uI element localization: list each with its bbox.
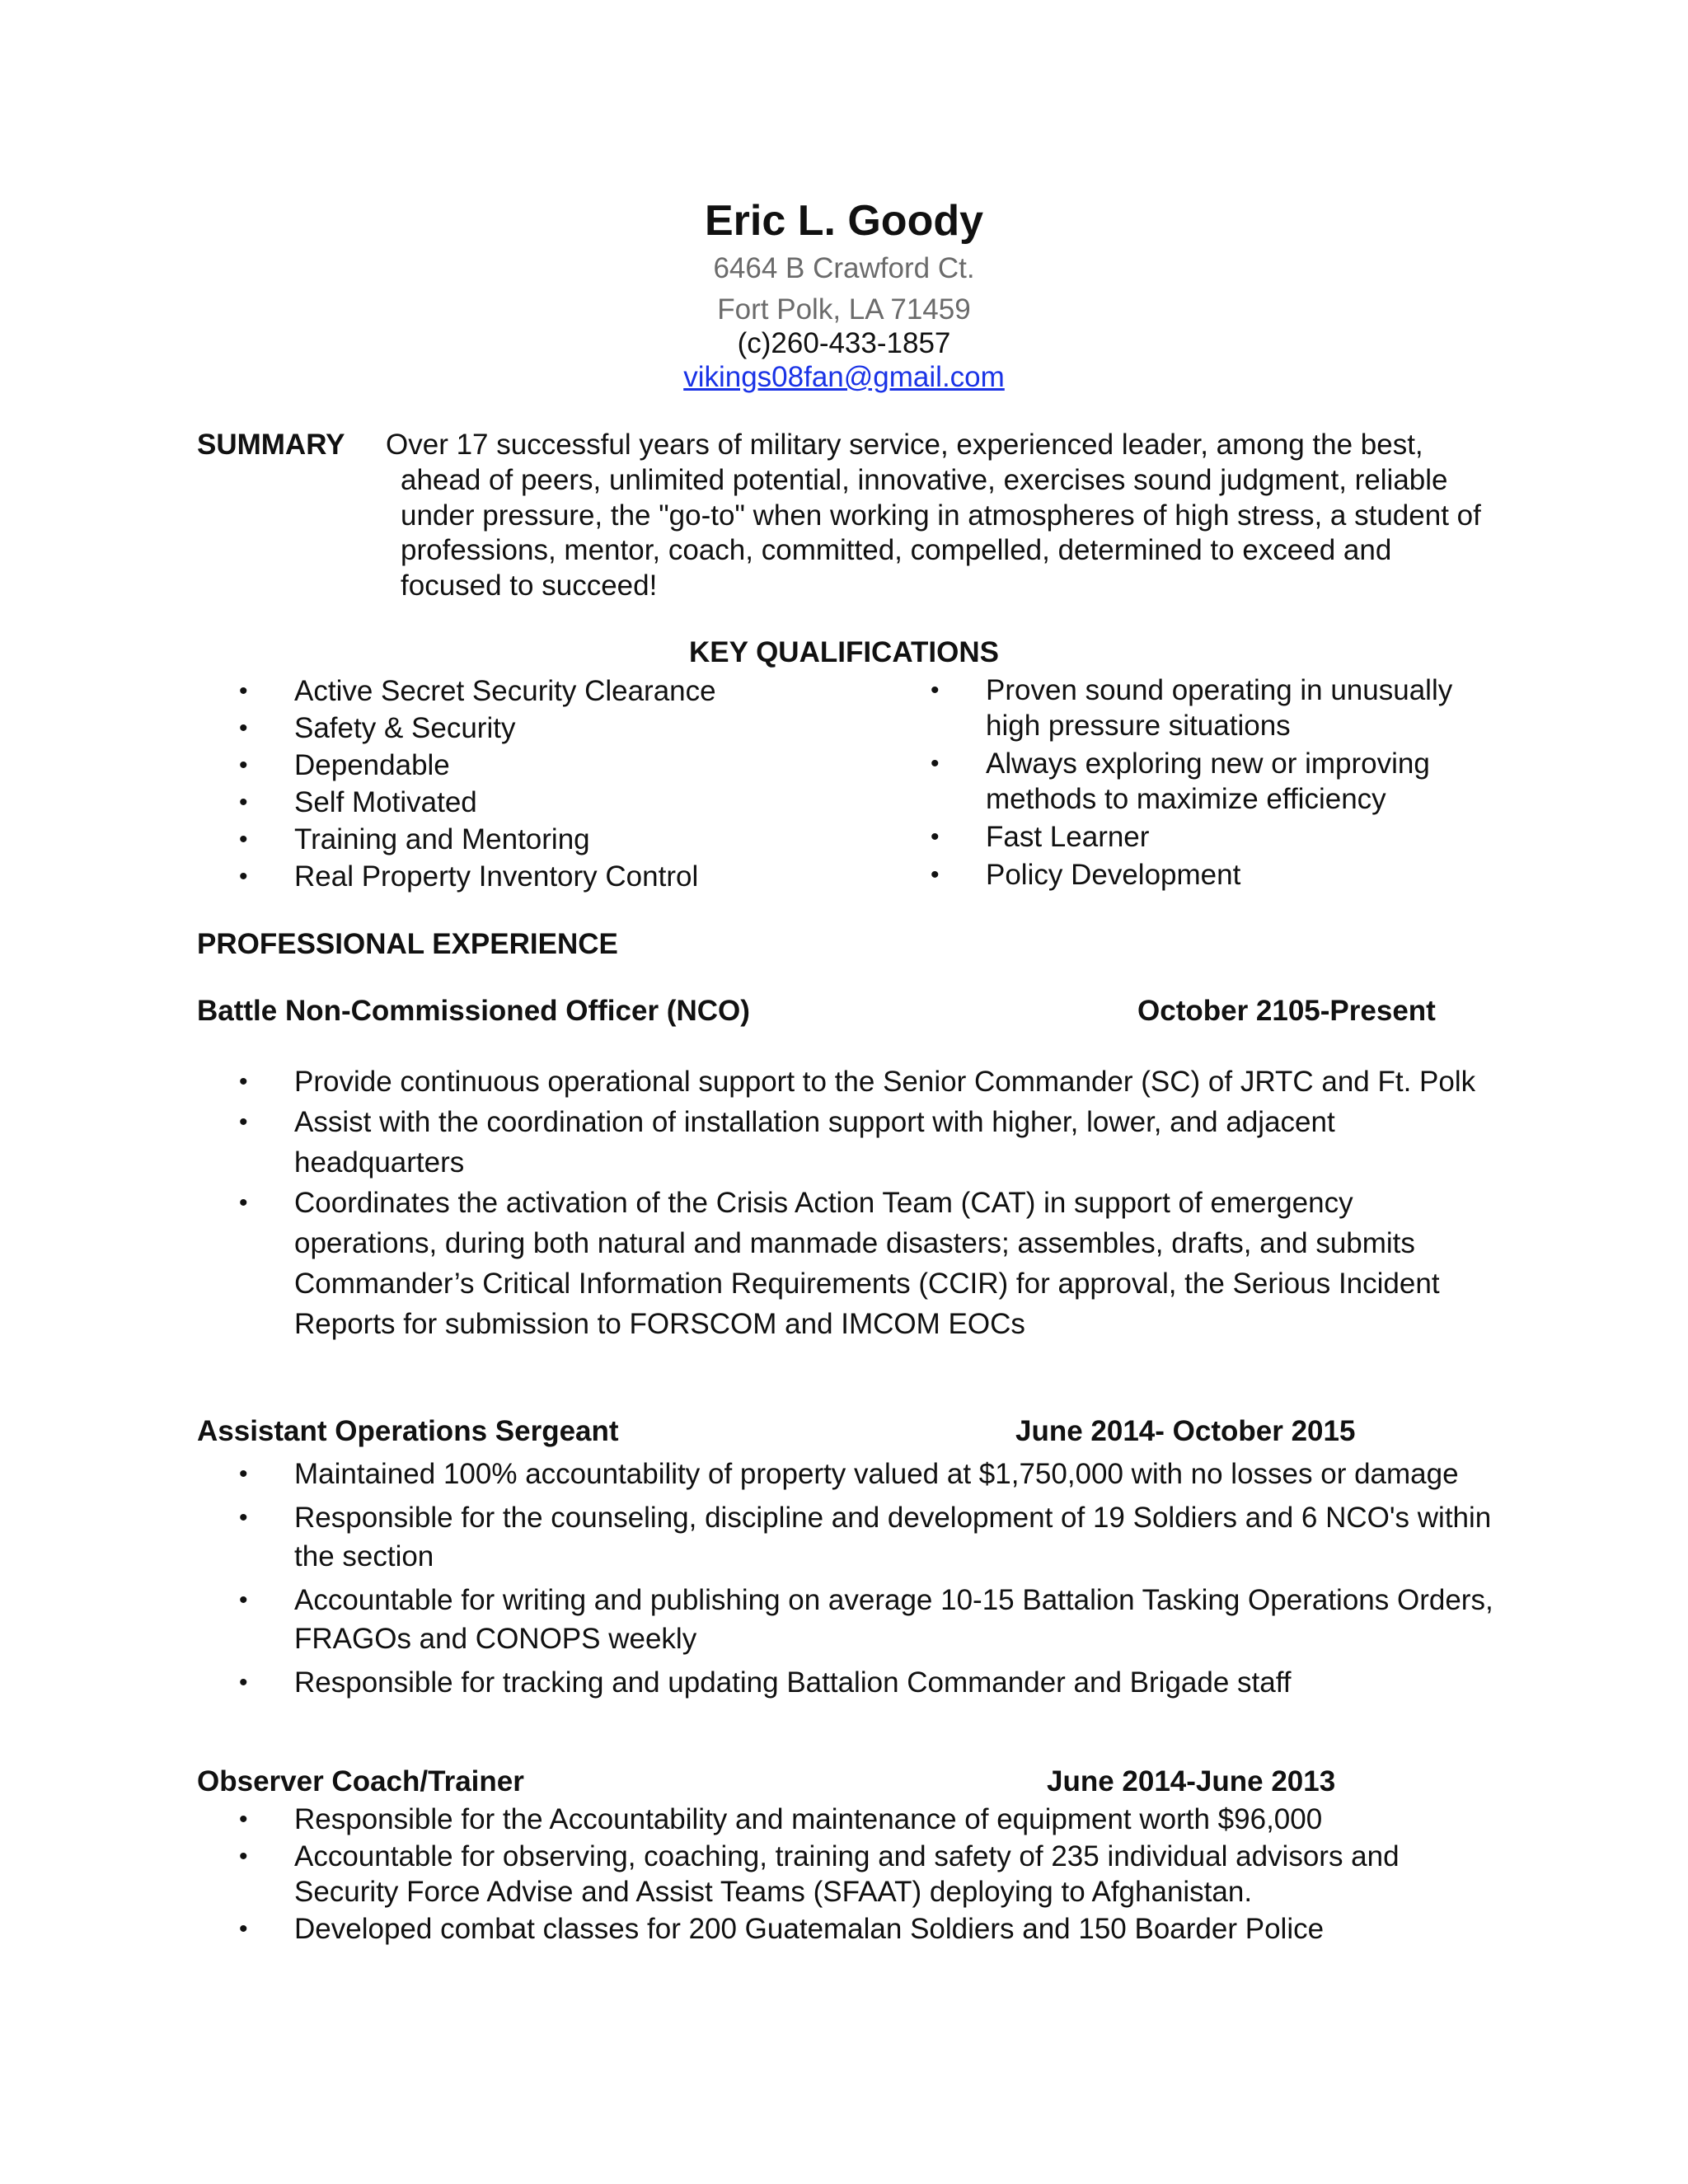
list-item: • Fast Learner bbox=[889, 819, 1515, 855]
list-item: • Always exploring new or improving methods to maximize efficiency bbox=[889, 746, 1515, 817]
address-line-1: 6464 B Crawford Ct. bbox=[713, 252, 975, 284]
candidate-name: Eric L. Goody bbox=[704, 197, 984, 245]
list-item: • Provide continuous operational support to the Senior Commander (SC) of JRTC and Ft. Polk bbox=[197, 1062, 1499, 1102]
list-item: • Responsible for the Accountability and maintenance of equipment worth $96,000 bbox=[197, 1802, 1499, 1837]
email-link[interactable] bbox=[0, 359, 1688, 396]
professional-experience-heading: PROFESSIONAL EXPERIENCE bbox=[197, 928, 618, 960]
address-line-2: Fort Polk, LA 71459 bbox=[717, 293, 971, 326]
email-text[interactable]: vikings08fan@gmail.com bbox=[683, 361, 1005, 393]
job-title: Assistant Operations Sergeant bbox=[197, 1415, 619, 1447]
qualifications-right-list bbox=[889, 673, 1515, 895]
list-item: • Proven sound operating in unusually high pressure situations bbox=[889, 673, 1515, 743]
job-duties-list bbox=[197, 1062, 1499, 1344]
key-qualifications-heading: KEY QUALIFICATIONS bbox=[689, 636, 999, 668]
job-duties-list bbox=[197, 1455, 1499, 1707]
list-item: • Training and Mentoring bbox=[197, 821, 906, 858]
summary-label: SUMMARY bbox=[197, 429, 345, 461]
list-item: • Responsible for the counseling, discipline and development of 19 Soldiers and 6 NCO's within the section bbox=[197, 1498, 1499, 1576]
job-dates: June 2014-June 2013 bbox=[1047, 1765, 1336, 1797]
qualifications-left-list bbox=[197, 673, 906, 895]
list-item: • Coordinates the activation of the Crisis Action Team (CAT) in support of emergency operations, during both natural and manmade disasters; assembles, drafts, and submits Commander’s Critical Information Requirements (CCIR) for approval, the Serious Incident Reports for submission to FORSCOM and IMCOM EOCs bbox=[197, 1183, 1499, 1344]
job-duties-list bbox=[197, 1802, 1499, 1948]
list-item: • Dependable bbox=[197, 747, 906, 784]
job-dates: June 2014- October 2015 bbox=[1015, 1415, 1356, 1447]
summary-text: ahead of peers, unlimited potential, innovative, exercises sound judgment, reliable under pressure, the "go-to" when working in atmospheres of high stress, a student of professions, mentor, coach, committed, compelled, determined to exceed and focused to succeed! bbox=[401, 464, 1481, 602]
list-item: • Maintained 100% accountability of property valued at $1,750,000 with no losses or damage bbox=[197, 1455, 1499, 1493]
list-item: • Accountable for writing and publishing on average 10-15 Battalion Tasking Operations Orders, FRAGOs and CONOPS weekly bbox=[197, 1581, 1499, 1658]
phone-number: (c)260-433-1857 bbox=[737, 327, 951, 359]
job-title: Observer Coach/Trainer bbox=[197, 1765, 524, 1797]
list-item: • Policy Development bbox=[889, 857, 1515, 893]
list-item: • Assist with the coordination of installation support with higher, lower, and adjacent headquarters bbox=[197, 1102, 1499, 1183]
job-dates: October 2105-Present bbox=[1137, 995, 1436, 1027]
list-item: • Accountable for observing, coaching, training and safety of 235 individual advisors and Security Force Advise and Assist Teams (SFAAT) deploying to Afghanistan. bbox=[197, 1839, 1499, 1910]
job-title: Battle Non-Commissioned Officer (NCO) bbox=[197, 995, 750, 1027]
list-item: • Developed combat classes for 200 Guatemalan Soldiers and 150 Boarder Police bbox=[197, 1911, 1499, 1947]
list-item: • Real Property Inventory Control bbox=[197, 858, 906, 895]
list-item: • Active Secret Security Clearance bbox=[197, 673, 906, 710]
list-item: • Safety & Security bbox=[197, 710, 906, 747]
list-item: • Self Motivated bbox=[197, 784, 906, 821]
list-item: • Responsible for tracking and updating Battalion Commander and Brigade staff bbox=[197, 1663, 1499, 1702]
summary-first-line: Over 17 successful years of military service, experienced leader, among the best, bbox=[386, 429, 1423, 461]
